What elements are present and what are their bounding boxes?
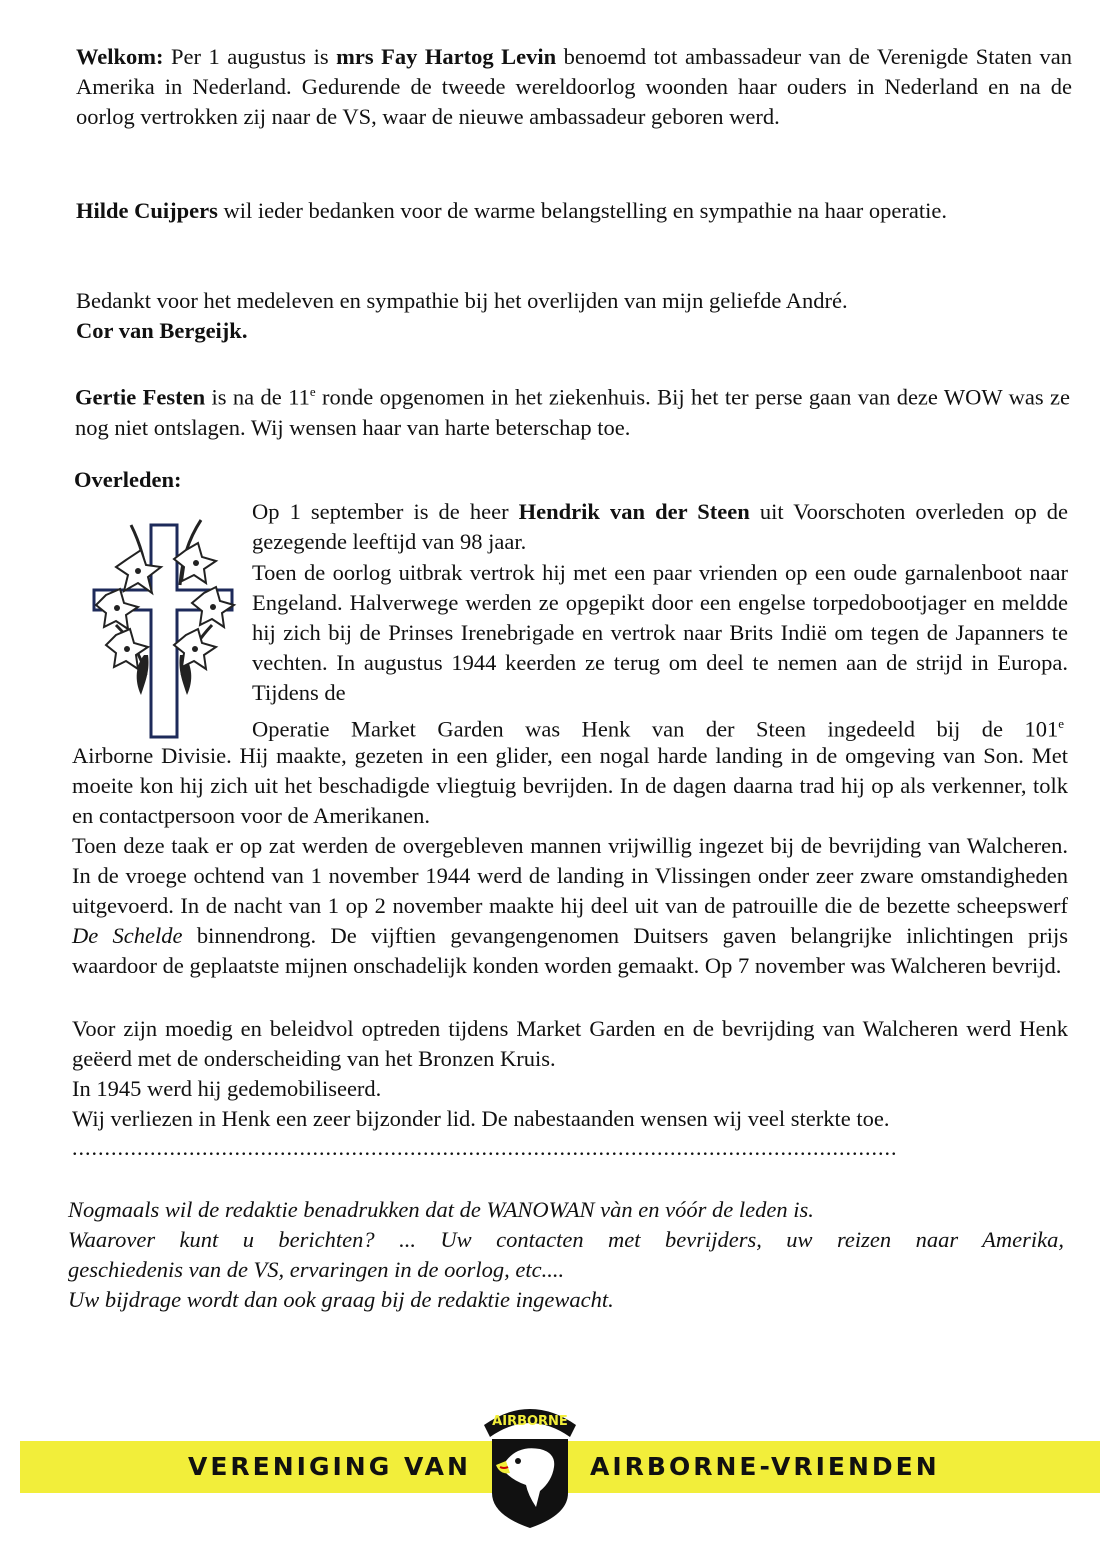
honor-text: Voor zijn moedig en beleidvol optreden tijdens Market Garden en de bevrijding van Walcheren werd Henk geëerd met de onderscheiding van het Bronzen Kruis.: [72, 1016, 1068, 1071]
obituary-closing-line: Wij verliezen in Henk een zeer bijzonder lid. De nabestaanden wensen wij veel sterkte toe.: [72, 1106, 890, 1131]
obituary-text-1: Op 1 september is de heer: [252, 499, 519, 524]
welcome-text-2: benoemd tot ambassadeur van de Verenigde Staten van Amerika in Nederland. Gedurende de tweede wereldoorlog woonden haar ouders in Nederland en na de oorlog vertrokken zij naar de VS, waar de nieuwe ambassadeur geboren werd.: [76, 44, 1073, 129]
walcheren-text-1: Toen deze taak er op zat werden de overgebleven mannen vrijwillig ingezet bij de bevrijding van Walcheren. In de vroege ochtend van 1 november 1944 werd de landing in Vlissingen onder zeer zware omstandigheden uitgevoerd. In de nacht van 1 op 2 november maakte hij deel uit van de patrouille die de bezette scheepswerf: [72, 833, 1068, 918]
thanks-text: Bedankt voor het medeleven en sympathie bij het overlijden van mijn geliefde André.: [76, 288, 848, 313]
ambassador-name: mrs Fay Hartog Levin: [336, 44, 557, 69]
obituary-war-text: Toen de oorlog uitbrak vertrok hij met een paar vrienden op een oude garnalenboot naar Engeland. Halverwege werden ze opgepikt door een engelse torpedobootjager en meldde hij zich bij de Prinses Irenebrigade en vertrok naar Brits Indië om tegen de Japanners te vechten. In augustus 1944 keerden ze terug om deel te nemen aan de strijd in Europa. Tijdens de: [252, 560, 1068, 705]
hilde-name: Hilde Cuijpers: [76, 198, 218, 223]
division-superscript: e: [1058, 716, 1064, 731]
note-line-3: geschiedenis van de VS, ervaringen in de oorlog, etc....: [68, 1257, 565, 1282]
note-line-4: Uw bijdrage wordt dan ook graag bij de redaktie ingewacht.: [68, 1287, 614, 1312]
footer-right-text: AIRBORNE-VRIENDEN: [590, 1452, 940, 1481]
footer-left-text: VERENIGING VAN: [188, 1452, 471, 1481]
obituary-war-story: [252, 558, 1068, 708]
hilde-paragraph: [76, 196, 1072, 226]
thanks-signature: Cor van Bergeijk.: [76, 318, 248, 343]
welcome-text-1: Per 1 augustus is: [163, 44, 337, 69]
note-line-1: Nogmaals wil de redaktie benadrukken dat de WANOWAN vàn en vóór de leden is.: [68, 1197, 814, 1222]
gertie-name: Gertie Festen: [75, 384, 206, 410]
note-line-2: Waarover kunt u berichten? ... Uw contacten met bevrijders, uw reizen naar Amerika,: [68, 1227, 1064, 1252]
welcome-paragraph: [76, 42, 1072, 132]
obituary-honor-paragraph: [72, 1014, 1068, 1074]
welcome-label: Welkom:: [76, 44, 164, 69]
gertie-superscript: e: [309, 384, 316, 399]
obituary-airborne-paragraph: [72, 741, 1068, 831]
thanks-paragraph: [76, 286, 1072, 346]
shipyard-name: De Schelde: [72, 923, 183, 948]
obituary-market-garden-line: [252, 709, 1064, 745]
editorial-note: [68, 1195, 1064, 1315]
obituary-demobilized-line: In 1945 werd hij gedemobiliseerd.: [72, 1076, 382, 1101]
obituary-heading: Overleden:: [74, 467, 182, 492]
obituary-text-2: uit Voorschoten overleden op de gezegende leeftijd van 98 jaar.: [252, 499, 1069, 554]
dotted-separator: ...............................................................................................................................: [72, 1135, 898, 1160]
gertie-text-2: ronde opgenomen in het ziekenhuis. Bij het ter perse gaan van deze WOW was ze nog niet ontslagen. Wij wensen haar van harte beterschap toe.: [75, 384, 1070, 440]
badge-airborne-text: AIRBORNE: [492, 1414, 568, 1429]
obituary-airborne-text: Airborne Divisie. Hij maakte, gezeten in een glider, een nogal harde landing in de omgeving van Son. Met moeite kon hij zich uit het beschadigde vliegtuig bevrijden. In de dagen daarna trad hij op als verkenner, tolk en contactpersoon voor de Amerikanen.: [72, 743, 1068, 828]
memorial-cross-with-lilies-icon: [86, 505, 242, 745]
deceased-name: Hendrik van der Steen: [518, 499, 750, 524]
obituary-walcheren-paragraph: [72, 831, 1068, 981]
gertie-paragraph: [75, 377, 1070, 443]
gertie-text-1: is na de 11: [205, 384, 310, 410]
hilde-text: wil ieder bedanken voor de warme belangstelling en sympathie na haar operatie.: [217, 198, 947, 223]
market-garden-text: Operatie Market Garden was Henk van der Steen ingedeeld bij de 101: [252, 716, 1059, 742]
screaming-eagle-airborne-badge-icon: [478, 1395, 582, 1530]
obituary-intro: [252, 497, 1068, 557]
walcheren-text-2: binnendrong. De vijftien gevangengenomen Duitsers gaven belangrijke inlichtingen prijs waardoor de geplaatste mijnen onschadelijk konden worden gemaakt. Op 7 november was Walcheren bevrijd.: [72, 923, 1068, 978]
